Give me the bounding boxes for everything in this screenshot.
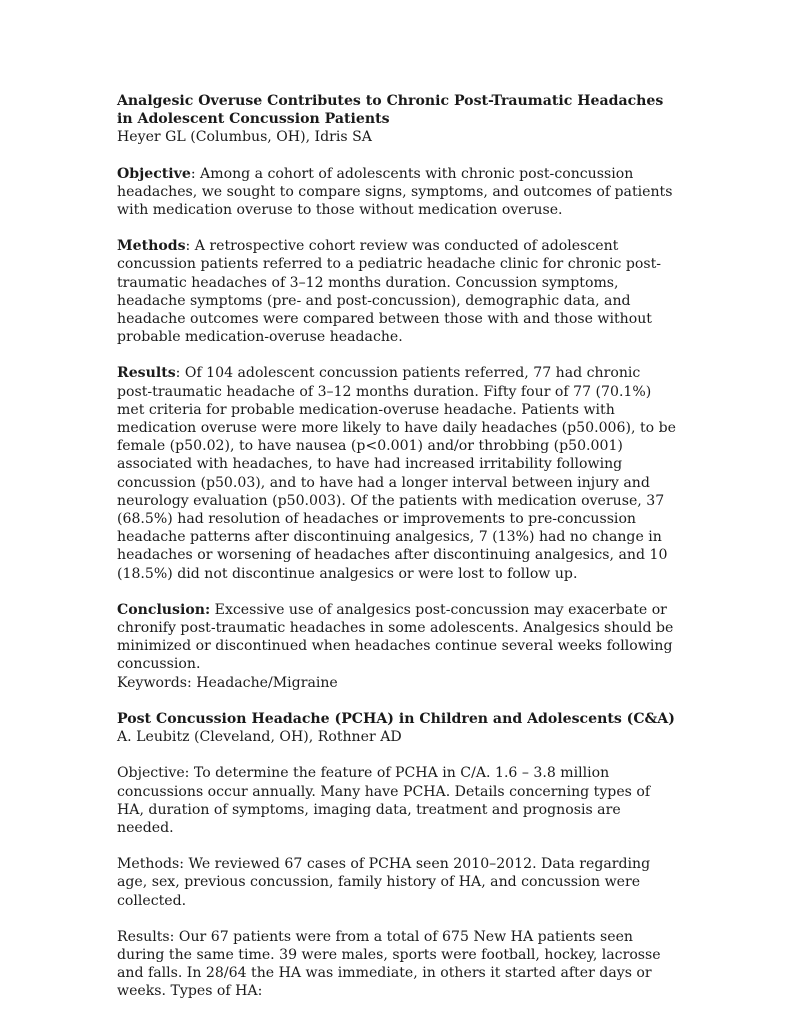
results-label: Results xyxy=(117,365,176,382)
objective-text: : Among a cohort of adolescents with chronic post-concussion headaches, we sought to compare signs, symptoms, and outcomes of patients with medication overuse to those without medication overuse. xyxy=(117,165,673,219)
article2-authors: A. Leubitz (Cleveland, OH), Rothner AD xyxy=(117,729,402,746)
objective-label: Objective xyxy=(117,165,191,182)
results-text: : Of 104 adolescent concussion patients referred, 77 had chronic post-traumatic headache of 3–12 months duration. Fifty four of 77 (70.1%) met criteria for probable medication-overuse headache. Patients with medication overuse were more likely to have daily headaches (p50.006), to be female (p50.02), to have nausea (p<0.001) and/or throbbing (p50.001) associated with headaches, to have had increased irritability following concussion (p50.03), and to have had a longer interval between injury and neurology evaluation (p50.003). Of the patients with medication overuse, 37 (68.5%) had resolution of headaches or improvements to pre-concussion headache patterns after discontinuing analgesics, 7 (13%) had no change in headaches or worsening of headaches after discontinuing analgesics, and 10 (18.5%) did not discontinue analgesics or were lost to follow up. xyxy=(117,365,676,582)
article2-results: Results: Our 67 patients were from a total of 675 New HA patients seen during the same time. 39 were males, sports were football, hockey, lacrosse and falls. In 28/64 the HA was immediate, in others it started after days or weeks. Types of HA: xyxy=(117,928,661,1000)
document-page xyxy=(117,92,677,1001)
methods-text: : A retrospective cohort review was conducted of adolescent concussion patients referred to a pediatric headache clinic for chronic post-traumatic headaches of 3–12 months duration. Concussion symptoms, headache symptoms (pre- and post-concussion), demographic data, and headache outcomes were compared between those with and those without probable medication-overuse headache. xyxy=(117,238,662,346)
article1-objective xyxy=(117,165,677,220)
article1-results xyxy=(117,364,677,582)
article1-keywords: Keywords: Headache/Migraine xyxy=(117,674,338,691)
article1-authors: Heyer GL (Columbus, OH), Idris SA xyxy=(117,129,372,146)
conclusion-text: Excessive use of analgesics post-concussion may exacerbate or chronify post-traumatic headaches in some adolescents. Analgesics should be minimized or discontinued when headaches continue several weeks following concussion. xyxy=(117,601,674,673)
article2-title: Post Concussion Headache (PCHA) in Children and Adolescents (C&A) xyxy=(117,710,675,727)
article1-methods xyxy=(117,237,677,346)
conclusion-label: Conclusion: xyxy=(117,601,211,618)
article2-objective: Objective: To determine the feature of PCHA in C/A. 1.6 – 3.8 million concussions occur annually. Many have PCHA. Details concerning types of HA, duration of symptoms, imaging data, treatment and prognosis are needed. xyxy=(117,765,651,836)
methods-label: Methods xyxy=(117,238,186,255)
article1-conclusion xyxy=(117,601,677,674)
article2-methods: Methods: We reviewed 67 cases of PCHA seen 2010–2012. Data regarding age, sex, previous concussion, family history of HA, and concussion were collected. xyxy=(117,856,651,909)
article1-title: Analgesic Overuse Contributes to Chronic Post-Traumatic Headaches in Adolescent Concussion Patients xyxy=(117,93,664,128)
